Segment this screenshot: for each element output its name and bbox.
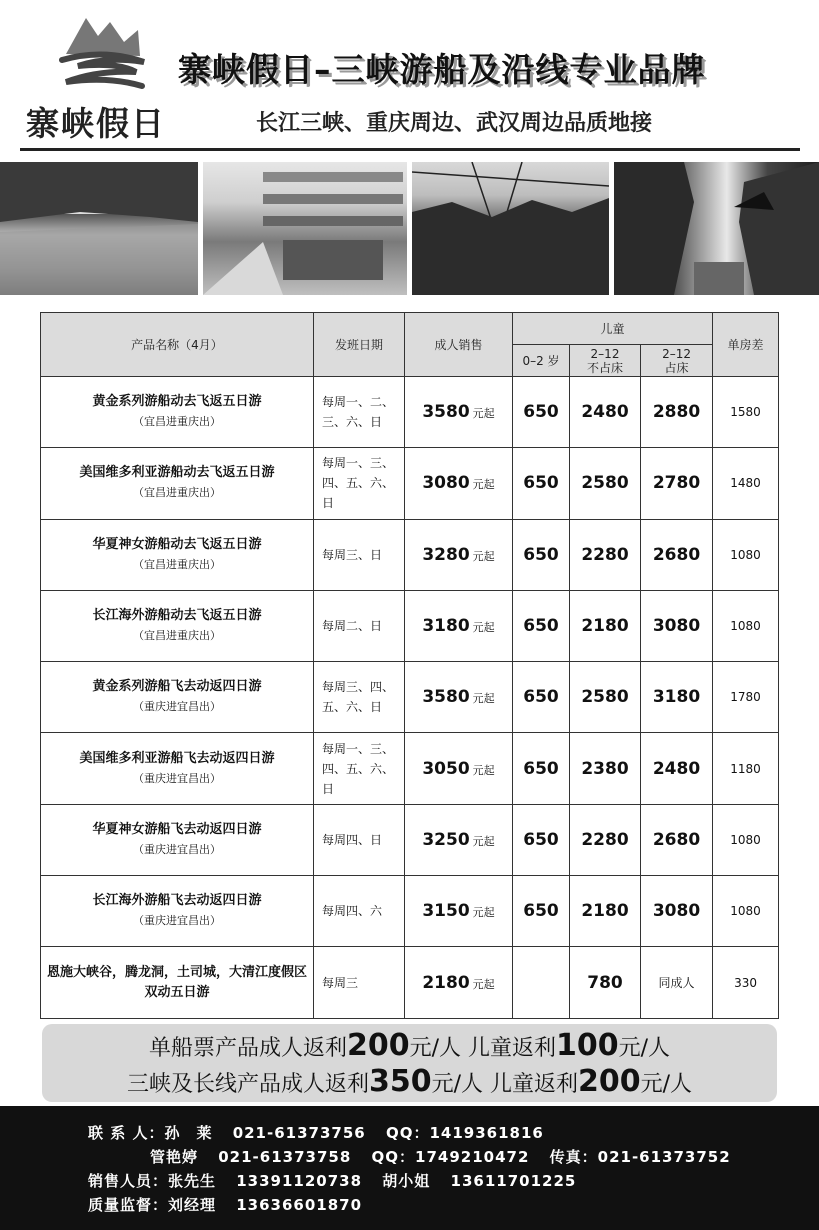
child-bed-cell: 2880 bbox=[641, 377, 713, 448]
schedule-cell: 每周三、四、五、六、日 bbox=[314, 662, 405, 733]
schedule-cell: 每周四、六 bbox=[314, 876, 405, 947]
header-child-0-2: 0–2 岁 bbox=[513, 345, 570, 377]
adult-price-cell: 2180 元起 bbox=[405, 947, 513, 1018]
schedule-cell: 每周一、三、四、五、六、日 bbox=[314, 733, 405, 804]
header-child: 儿童 bbox=[513, 313, 713, 345]
child-nobed-cell: 2580 bbox=[570, 448, 641, 519]
header bbox=[0, 0, 819, 160]
adult-price-cell: 3080 元起 bbox=[405, 448, 513, 519]
adult-price-cell: 3150 元起 bbox=[405, 876, 513, 947]
child-nobed-cell: 2280 bbox=[570, 519, 641, 590]
adult-price-cell: 3250 元起 bbox=[405, 804, 513, 875]
page-subtitle: 长江三峡、重庆周边、武汉周边品质地接 bbox=[256, 111, 653, 136]
child-nobed-cell: 2180 bbox=[570, 590, 641, 661]
table-row bbox=[41, 590, 779, 661]
contact-row-1: 联 系 人：孙 莱 021-61373756 QQ：1419361816 bbox=[88, 1124, 544, 1142]
adult-price-cell: 3280 元起 bbox=[405, 519, 513, 590]
product-name-cell: 黄金系列游船动去飞返五日游 （宜昌进重庆出） bbox=[41, 377, 314, 448]
table-row bbox=[41, 448, 779, 519]
adult-price-cell: 3580 元起 bbox=[405, 377, 513, 448]
route-text: （重庆进宜昌出） bbox=[133, 842, 221, 856]
contact2-qq: QQ：1749210472 bbox=[371, 1148, 530, 1166]
single-supplement-cell: 330 bbox=[713, 947, 779, 1018]
table-row bbox=[41, 377, 779, 448]
header-adult-price: 成人销售 bbox=[405, 313, 513, 377]
child-bed-cell: 3080 bbox=[641, 876, 713, 947]
table-row bbox=[41, 876, 779, 947]
contact-qq: QQ：1419361816 bbox=[385, 1124, 544, 1142]
logo bbox=[18, 12, 178, 143]
product-name-cell: 长江海外游船飞去动返四日游 （重庆进宜昌出） bbox=[41, 876, 314, 947]
contact-footer bbox=[0, 1106, 819, 1230]
rebate-line-1: 单船票产品成人返利200元/人 儿童返利100元/人 bbox=[148, 1028, 671, 1063]
child-0-2-cell: 650 bbox=[513, 662, 570, 733]
route-text: （宜昌进重庆出） bbox=[133, 415, 221, 429]
product-name-cell: 恩施大峡谷，腾龙洞，土司城，大清江度假区双动五日游 bbox=[41, 947, 314, 1018]
child-nobed-cell: 780 bbox=[570, 947, 641, 1018]
header-schedule: 发班日期 bbox=[314, 313, 405, 377]
photo-cableway-mountains bbox=[412, 162, 609, 295]
header-child-nobed: 2–12 不占床 bbox=[570, 345, 641, 377]
child-nobed-cell: 2280 bbox=[570, 804, 641, 875]
child-bed-cell: 3080 bbox=[641, 590, 713, 661]
photo-ship-atrium bbox=[203, 162, 407, 295]
single-supplement-cell: 1080 bbox=[713, 876, 779, 947]
header-child-bed: 2–12 占床 bbox=[641, 345, 713, 377]
header-product-name: 产品名称（4月） bbox=[41, 313, 314, 377]
product-name-cell: 华夏神女游船飞去动返四日游 （重庆进宜昌出） bbox=[41, 804, 314, 875]
child-0-2-cell bbox=[513, 947, 570, 1018]
table-row bbox=[41, 662, 779, 733]
qc-row: 质量监督：刘经理 13636601870 bbox=[88, 1196, 363, 1214]
contact-row-2: 管艳婷 021-61373758 QQ：1749210472 传真：021-61373752 bbox=[150, 1148, 731, 1166]
logo-text: 寨峡假日 bbox=[26, 104, 166, 143]
route-text: （重庆进宜昌出） bbox=[133, 914, 221, 928]
mountain-logo-icon bbox=[58, 12, 148, 90]
contact2-phone: 021-61373758 bbox=[218, 1148, 352, 1166]
single-supplement-cell: 1080 bbox=[713, 519, 779, 590]
schedule-cell: 每周二、日 bbox=[314, 590, 405, 661]
route-text: （宜昌进重庆出） bbox=[133, 557, 221, 571]
child-nobed-cell: 2180 bbox=[570, 876, 641, 947]
rebate-line-2: 三峡及长线产品成人返利350元/人 儿童返利200元/人 bbox=[126, 1064, 693, 1099]
schedule-cell: 每周一、二、三、六、日 bbox=[314, 377, 405, 448]
product-name-cell: 长江海外游船动去飞返五日游 （宜昌进重庆出） bbox=[41, 590, 314, 661]
child-nobed-cell: 2480 bbox=[570, 377, 641, 448]
child-0-2-cell: 650 bbox=[513, 377, 570, 448]
child-bed-cell: 同成人 bbox=[641, 947, 713, 1018]
price-table-container bbox=[40, 312, 778, 1019]
table-row bbox=[41, 733, 779, 804]
page-title: 寨峡假日–三峡游船及沿线专业品牌 bbox=[178, 50, 706, 89]
child-bed-cell: 2480 bbox=[641, 733, 713, 804]
header-single-supplement: 单房差 bbox=[713, 313, 779, 377]
product-name-cell: 美国维多利亚游船动去飞返五日游 （宜昌进重庆出） bbox=[41, 448, 314, 519]
adult-price-cell: 3580 元起 bbox=[405, 662, 513, 733]
contact-phone: 021-61373756 bbox=[232, 1124, 366, 1142]
child-bed-cell: 2680 bbox=[641, 804, 713, 875]
child-0-2-cell: 650 bbox=[513, 519, 570, 590]
route-text: （宜昌进重庆出） bbox=[133, 486, 221, 500]
schedule-cell: 每周一、三、四、五、六、日 bbox=[314, 448, 405, 519]
route-text: （重庆进宜昌出） bbox=[133, 771, 221, 785]
price-table-body bbox=[41, 377, 779, 1019]
photo-strip bbox=[0, 162, 819, 295]
rebate-banner bbox=[42, 1024, 777, 1102]
route-text: （宜昌进重庆出） bbox=[133, 629, 221, 643]
child-bed-cell: 3180 bbox=[641, 662, 713, 733]
single-supplement-cell: 1480 bbox=[713, 448, 779, 519]
photo-river-gorge bbox=[0, 162, 198, 295]
table-row bbox=[41, 804, 779, 875]
sales-row: 销售人员：张先生 13391120738 胡小姐 13611701225 bbox=[88, 1172, 577, 1190]
child-nobed-cell: 2580 bbox=[570, 662, 641, 733]
fax: 传真：021-61373752 bbox=[549, 1148, 731, 1166]
child-nobed-cell: 2380 bbox=[570, 733, 641, 804]
table-row bbox=[41, 519, 779, 590]
child-0-2-cell: 650 bbox=[513, 590, 570, 661]
child-bed-cell: 2680 bbox=[641, 519, 713, 590]
single-supplement-cell: 1780 bbox=[713, 662, 779, 733]
schedule-cell: 每周三、日 bbox=[314, 519, 405, 590]
schedule-cell: 每周四、日 bbox=[314, 804, 405, 875]
table-row bbox=[41, 947, 779, 1018]
child-0-2-cell: 650 bbox=[513, 804, 570, 875]
adult-price-cell: 3050 元起 bbox=[405, 733, 513, 804]
product-name-cell: 黄金系列游船飞去动返四日游 （重庆进宜昌出） bbox=[41, 662, 314, 733]
child-bed-cell: 2780 bbox=[641, 448, 713, 519]
product-name-cell: 美国维多利亚游船飞去动返四日游 （重庆进宜昌出） bbox=[41, 733, 314, 804]
photo-ancient-town bbox=[614, 162, 819, 295]
schedule-cell: 每周三 bbox=[314, 947, 405, 1018]
single-supplement-cell: 1080 bbox=[713, 804, 779, 875]
price-table bbox=[40, 312, 779, 1019]
child-0-2-cell: 650 bbox=[513, 733, 570, 804]
adult-price-cell: 3180 元起 bbox=[405, 590, 513, 661]
product-name-cell: 华夏神女游船动去飞返五日游 （宜昌进重庆出） bbox=[41, 519, 314, 590]
route-text: （重庆进宜昌出） bbox=[133, 700, 221, 714]
single-supplement-cell: 1080 bbox=[713, 590, 779, 661]
child-0-2-cell: 650 bbox=[513, 876, 570, 947]
child-0-2-cell: 650 bbox=[513, 448, 570, 519]
single-supplement-cell: 1180 bbox=[713, 733, 779, 804]
header-divider bbox=[20, 148, 800, 151]
single-supplement-cell: 1580 bbox=[713, 377, 779, 448]
